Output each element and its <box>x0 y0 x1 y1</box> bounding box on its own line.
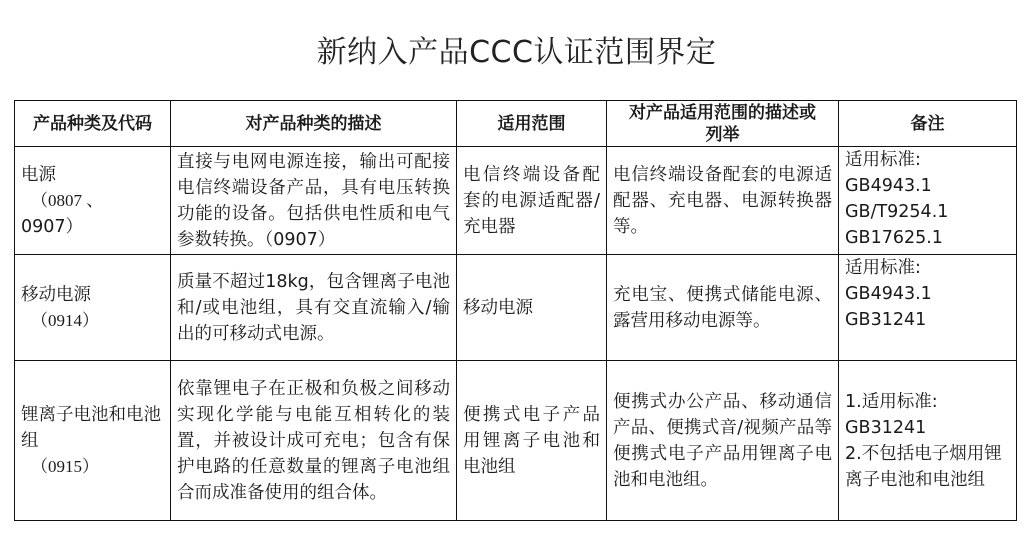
cell-scope: 移动电源 <box>457 255 607 361</box>
table-row <box>15 255 1017 361</box>
remark-line: 1.适用标准: <box>845 391 938 412</box>
cell-scope: 便携式电子产品用锂离子电池和电池组 <box>457 361 607 521</box>
product-code: （0914） <box>31 310 99 330</box>
remark-line: GB4943.1 <box>845 284 932 304</box>
product-code-cont: 0907） <box>21 216 84 237</box>
header-scope-description <box>607 101 839 147</box>
cell-scope-detail: 电信终端设备配套的电源适配器、充电器、电源转换器等。 <box>607 147 839 255</box>
cell-product-name <box>15 147 171 255</box>
product-name: 移动电源 <box>21 284 91 305</box>
cell-remarks <box>839 361 1017 521</box>
product-name: 电源 <box>21 164 56 185</box>
remark-line: GB4943.1 <box>845 176 932 196</box>
header-product-category: 产品种类及代码 <box>15 101 171 147</box>
cell-scope-detail: 便携式办公产品、移动通信产品、便携式音/视频产品等便携式电子产品用锂离子电池和电池组。 <box>607 361 839 521</box>
product-code: （0915） <box>31 456 99 476</box>
remark-line: GB31241 <box>845 310 927 330</box>
table-row <box>15 361 1017 521</box>
header-scope-description-text: 对产品适用范围的描述或列举 <box>629 102 816 145</box>
product-name: 锂离子电池和电池组 <box>21 404 161 451</box>
remark-line: 适用标准: <box>845 150 921 170</box>
header-category-description: 对产品种类的描述 <box>171 101 457 147</box>
header-remarks: 备注 <box>839 101 1017 147</box>
header-scope: 适用范围 <box>457 101 607 147</box>
remark-line: GB31241 <box>845 417 927 438</box>
certification-scope-table <box>14 100 1017 521</box>
cell-description: 依靠锂电子在正极和负极之间移动实现化学能与电能互相转化的装置，并被设计成可充电；包含有保护电路的任意数量的锂离子电池组合而成准备使用的组合体。 <box>171 361 457 521</box>
cell-remarks <box>839 255 1017 361</box>
cell-description: 直接与电网电源连接，输出可配接电信终端设备产品，具有电压转换功能的设备。包括供电性质和电气参数转换。（0907） <box>171 147 457 255</box>
cell-scope: 电信终端设备配套的电源适配器/充电器 <box>457 147 607 255</box>
cell-description: 质量不超过18kg，包含锂离子电池和/或电池组，具有交直流输入/输出的可移动式电源。 <box>171 255 457 361</box>
remark-line: GB/T9254.1 <box>845 202 949 222</box>
page-title: 新纳入产品CCC认证范围界定 <box>316 35 717 70</box>
remark-line: 2.不包括电子烟用锂离子电池和电池组 <box>845 443 1002 490</box>
remark-line: GB17625.1 <box>845 228 943 248</box>
cell-scope-detail: 充电宝、便携式储能电源、露营用移动电源等。 <box>607 255 839 361</box>
table-header-row <box>15 101 1017 147</box>
cell-product-name <box>15 255 171 361</box>
cell-product-name <box>15 361 171 521</box>
cell-remarks <box>839 147 1017 255</box>
remark-line: 适用标准: <box>845 258 921 278</box>
table-row <box>15 147 1017 255</box>
product-code: （0807 、 <box>31 190 104 210</box>
